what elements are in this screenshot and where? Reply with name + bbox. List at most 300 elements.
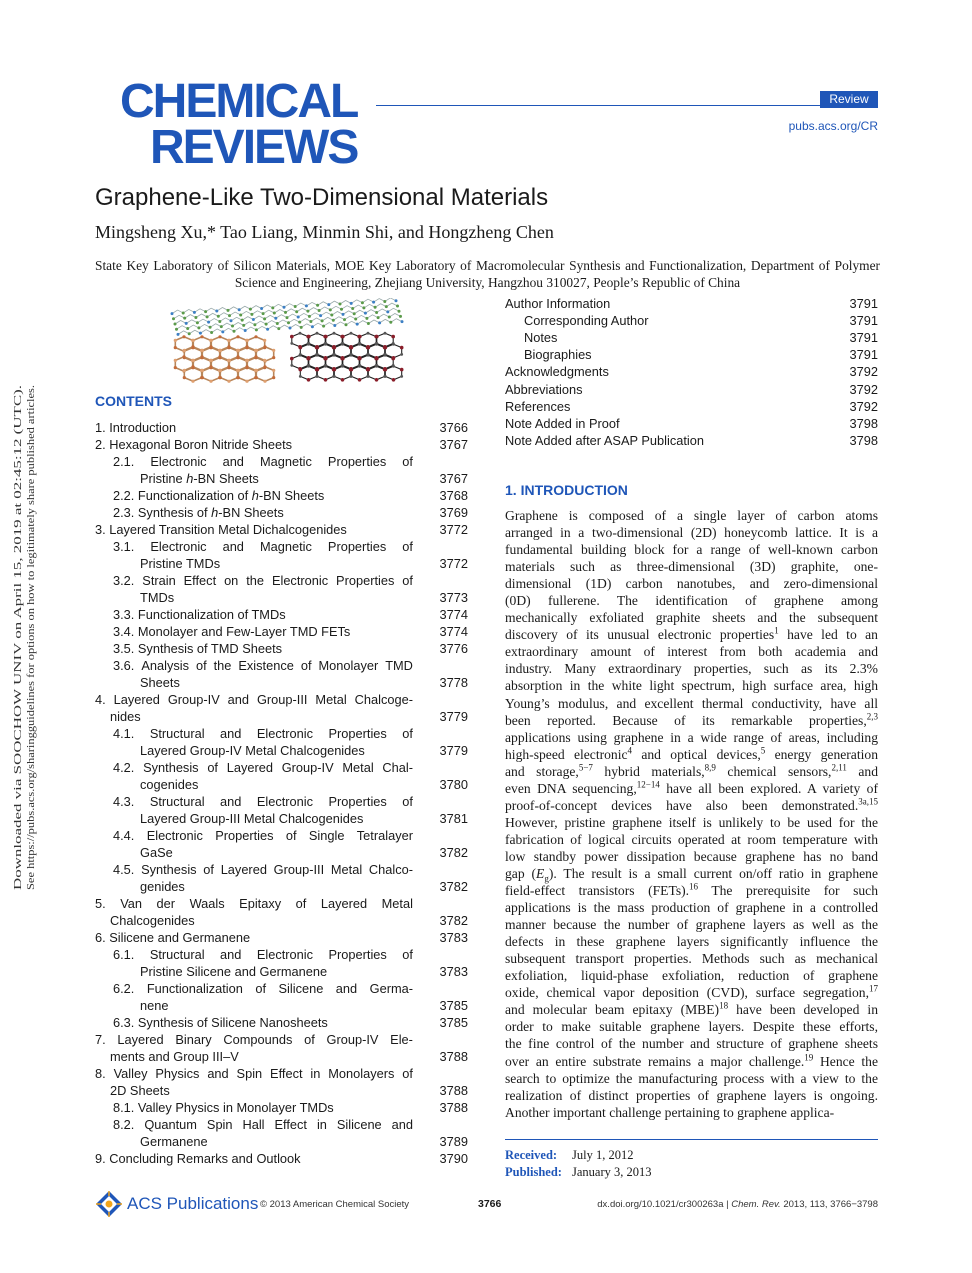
graphene-atom <box>351 307 354 310</box>
hbn-sheet-illustration <box>174 335 276 383</box>
graphene-atom <box>374 306 377 309</box>
hbn-atom <box>183 349 186 352</box>
body-line: However, pristine graphene itself is unlikely to be used for the <box>505 814 878 830</box>
toc-entry[interactable] <box>95 946 468 980</box>
toc-entry-page: 3792 <box>849 381 878 397</box>
graphene-atom <box>233 330 236 333</box>
hbn-atom <box>201 376 204 379</box>
body-line: industry. Many extraordinary properties, such as its 2.3% <box>505 661 878 677</box>
hbn-atom <box>272 349 275 352</box>
graphene-atom <box>389 321 392 324</box>
toc-entry[interactable] <box>95 504 468 521</box>
tmd-atom <box>384 375 387 378</box>
toc-entry-title: Author Information <box>505 296 611 311</box>
toc-entry-page: 3789 <box>439 1134 468 1149</box>
body-line: oxide, chemical vapor deposition (CVD), surface segregation,$^{17}$ <box>505 983 878 1001</box>
toc-entry-page: 3791 <box>849 330 878 346</box>
toc-entry[interactable] <box>505 329 878 346</box>
graphene-atom <box>289 327 292 330</box>
hbn-atom <box>228 359 231 362</box>
graphene-atom <box>375 311 378 314</box>
toc-entry[interactable] <box>95 657 468 691</box>
toc-graphic <box>170 298 425 386</box>
graphene-atom <box>177 333 180 336</box>
tmd-atom <box>333 368 337 372</box>
tmd-atom <box>391 335 395 339</box>
tmd-hexagon <box>300 366 316 380</box>
body-line: order to make suitable graphene layers. Despite these efforts, <box>505 1019 878 1035</box>
graphene-atom <box>367 322 370 325</box>
toc-entry[interactable] <box>95 691 468 725</box>
toc-entry[interactable] <box>95 453 468 487</box>
hbn-atom <box>272 376 275 379</box>
tmd-atom <box>290 342 293 345</box>
toc-entry-title-line1: 4.4. Electronic Properties of Single Tetralayer <box>113 828 413 843</box>
page-number: 3766 <box>478 1198 502 1210</box>
graphene-atom <box>238 308 241 311</box>
author-list: Mingsheng Xu,* Tao Liang, Minmin Shi, and Hongzheng Chen <box>95 222 554 242</box>
toc-entry[interactable] <box>95 572 468 606</box>
hbn-atom <box>209 380 212 383</box>
toc-entry-title: Pristine h-BN Sheets <box>140 471 259 486</box>
graphene-atom <box>309 320 312 323</box>
toc-entry-page: 3780 <box>439 777 468 792</box>
body-line: Another important challenge pertaining to graphene applica- <box>505 1104 835 1120</box>
toc-entry-title: Chalcogenides <box>110 913 195 928</box>
graphene-atom <box>399 315 402 318</box>
toc-entry-title-line1: 3.1. Electronic and Magnetic Properties of <box>113 539 413 554</box>
hbn-atom <box>218 355 221 358</box>
toc-entry-title: 3.5. Synthesis of TMD Sheets <box>113 641 283 656</box>
graphene-atom <box>362 306 365 309</box>
hbn-atom <box>182 355 185 358</box>
toc-entry[interactable] <box>95 1116 468 1150</box>
graphene-atom <box>333 324 336 327</box>
toc-entry-page: 3774 <box>439 624 468 639</box>
toc-entry[interactable] <box>505 432 878 449</box>
toc-entry-page: 3792 <box>849 398 878 414</box>
graphene-atom <box>327 303 330 306</box>
toc-entry[interactable] <box>95 623 468 640</box>
toc-entry[interactable] <box>95 725 468 759</box>
toc-entry-page: 3772 <box>439 522 468 537</box>
toc-entry-title-line1: 5. Van der Waals Epitaxy of Layered Metal <box>95 896 413 911</box>
body-line: manner because the number of graphene layers as well as the <box>505 917 878 933</box>
toc-entry-title-line1: 2.1. Electronic and Magnetic Properties of <box>113 454 413 469</box>
toc-entry-title: 2.2. Functionalization of h-BN Sheets <box>113 488 325 503</box>
tmd-atom <box>299 375 302 378</box>
toc-entry-title-line1: 4.3. Structural and Electronic Properties of <box>113 794 413 809</box>
hbn-atom <box>263 345 266 348</box>
body-line: high-speed electronic$^4$ and optical devices,$^5$ energy generation <box>505 745 878 762</box>
tmd-atom <box>384 332 387 335</box>
graphene-atom <box>354 317 357 320</box>
graphene-atom <box>332 319 335 322</box>
hbn-atom <box>237 376 240 379</box>
toc-entry-title-line1: 7. Layered Binary Compounds of Group-IV Ele- <box>95 1032 413 1047</box>
graphene-atom <box>228 314 231 317</box>
toc-entry[interactable] <box>95 827 468 861</box>
toc-entry-title-line1: 8. Valley Physics and Spin Effect in Monolayers of <box>95 1066 413 1081</box>
graphene-atom <box>207 321 210 324</box>
tmd-atom <box>316 375 319 378</box>
hbn-atom <box>245 365 248 368</box>
graphene-atom <box>356 323 359 326</box>
hbn-atom <box>200 355 203 358</box>
tmd-atom <box>307 335 311 339</box>
tmd-atom <box>316 368 320 372</box>
affiliation: State Key Laboratory of Silicon Materials, MOE Key Laboratory of Macromolecular Synthesis and Functionalization, Department of Polymer Science and Engineering, Zhejiang University, Hangzhou 310027, People’s Republic of China <box>95 258 880 290</box>
body-line: defects in these graphene layers significantly influence the <box>505 934 878 950</box>
toc-entry-page: 3790 <box>439 1151 468 1166</box>
hbn-atom <box>191 365 194 368</box>
tmd-hexagon <box>317 366 333 380</box>
body-line: low standby power dissipation because graphene has no band <box>505 848 878 864</box>
toc-entry-title: GaSe <box>140 845 173 860</box>
graphene-atom <box>204 310 207 313</box>
toc-entry-page: 3785 <box>439 1015 468 1030</box>
toc-entry[interactable] <box>505 295 878 312</box>
graphene-atom <box>244 329 247 332</box>
tmd-atom <box>341 343 344 346</box>
graphene-atom <box>174 323 177 326</box>
tmd-atom <box>290 335 294 339</box>
graphene-atom <box>286 316 289 319</box>
hbn-atom <box>201 369 204 372</box>
graphene-atom <box>318 309 321 312</box>
tmd-atom <box>307 378 311 382</box>
toc-entry-title: Abbreviations <box>505 381 583 397</box>
toc-entry[interactable] <box>95 1099 468 1116</box>
tmd-atom <box>350 346 354 350</box>
acs-logo-icon <box>95 1190 123 1218</box>
dates-rule <box>505 1139 878 1140</box>
tmd-atom <box>299 368 303 372</box>
body-line: proof-of-concept devices have also been demonstrated.$^{3a,15}$ <box>505 796 878 813</box>
toc-entry[interactable] <box>95 1065 468 1099</box>
hbn-atom <box>219 369 222 372</box>
toc-entry-title-line1: 4.2. Synthesis of Layered Group-IV Metal Chal- <box>113 760 413 775</box>
tmd-atom <box>358 335 362 339</box>
graphene-atom <box>276 322 279 325</box>
tmd-atom <box>350 354 353 357</box>
graphene-atom <box>230 319 233 322</box>
graphene-atom <box>210 331 213 334</box>
graphene-atom <box>206 315 209 318</box>
graphene-atom <box>305 304 308 307</box>
graphene-atom <box>396 305 399 308</box>
graphene-atom <box>385 305 388 308</box>
graphene-atom <box>378 321 381 324</box>
toc-entry-title-line1: 6.1. Structural and Electronic Properties of <box>113 947 413 962</box>
toc-entry[interactable] <box>95 538 468 572</box>
graphene-atom <box>401 320 404 323</box>
toc-entry[interactable] <box>505 381 878 398</box>
body-line: and molecular beam epitaxy (MBE)$^{18}$ have been developed in <box>505 1000 878 1018</box>
hbn-atom <box>183 376 186 379</box>
tmd-sheet-illustration <box>290 332 404 382</box>
toc-entry-title: Biographies <box>524 347 592 363</box>
graphene-atom <box>188 332 191 335</box>
toc-entry-title: 2. Hexagonal Boron Nitride Sheets <box>95 437 293 452</box>
tmd-atom <box>316 346 320 350</box>
hbn-atom <box>174 346 177 349</box>
tmd-atom <box>350 368 354 372</box>
hbn-atom <box>255 369 258 372</box>
toc-entry-page: 3798 <box>849 415 878 431</box>
toc-entry-title: TMDs <box>140 590 175 605</box>
graphene-atom <box>197 326 200 329</box>
hbn-atom <box>192 359 195 362</box>
graphene-atom <box>266 328 269 331</box>
tmd-atom <box>367 332 370 335</box>
graphene-atom <box>252 318 255 321</box>
tmd-atom <box>333 346 337 350</box>
toc-entry-title: genides <box>140 879 185 894</box>
tmd-atom <box>307 343 310 346</box>
body-line: and storage,$^{5-7}$ hybrid materials,$^{8,9}$ chemical sensors,$^{2,11}$ and <box>505 762 879 779</box>
body-line: applications using graphene in a wide range of areas, including <box>505 729 878 745</box>
toc-entry[interactable] <box>95 793 468 827</box>
tmd-atom <box>299 354 302 357</box>
toc-entry[interactable] <box>505 415 878 432</box>
graphene-atom <box>330 314 333 317</box>
hbn-atom <box>263 339 266 342</box>
toc-entry[interactable] <box>95 606 468 623</box>
toc-entry[interactable] <box>95 640 468 657</box>
graphene-atom <box>340 308 343 311</box>
graphene-atom <box>194 316 197 319</box>
toc-entry-title: Pristine Silicene and Germanene <box>140 964 328 979</box>
toc-entry-title: Layered Group-IV Metal Chalcogenides <box>140 743 365 758</box>
tmd-atom <box>375 343 378 346</box>
graphene-atom <box>298 321 301 324</box>
graphene-atom <box>193 311 196 314</box>
tmd-atom <box>341 335 345 339</box>
hbn-atom <box>255 376 258 379</box>
citation-doi[interactable]: dx.doi.org/10.1021/cr300263a | <box>597 1199 732 1210</box>
graphene-atom <box>329 308 332 311</box>
toc-entry-page: 3783 <box>439 964 468 979</box>
tmd-atom <box>375 378 379 382</box>
tmd-atom <box>392 378 396 382</box>
tmd-atom <box>358 357 362 361</box>
tmd-atom <box>392 343 395 346</box>
toc-entry[interactable] <box>95 1014 468 1031</box>
tmd-atom <box>350 332 353 335</box>
toc-entry-title: nene <box>140 998 169 1013</box>
graphene-atom <box>171 312 174 315</box>
tmd-atom <box>358 365 361 368</box>
tmd-atom <box>400 353 403 356</box>
toc-entry[interactable] <box>95 759 468 793</box>
download-note-line2: See https://pubs.acs.org/sharingguidelines for options on how to legitimately share published articles. <box>26 476 37 890</box>
toc-entry-page: 3781 <box>439 811 468 826</box>
graphene-atom <box>395 299 398 302</box>
toc-entry-title: Acknowledgments <box>505 364 609 380</box>
toc-entry-page: 3776 <box>439 641 468 656</box>
toc-entry[interactable] <box>95 521 468 538</box>
header-rule <box>376 105 878 106</box>
toc-entry-page: 3791 <box>849 296 878 311</box>
graphene-atom <box>339 303 342 306</box>
hbn-atom <box>237 349 240 352</box>
toc-entry-title: 2.3. Synthesis of h-BN Sheets <box>113 505 284 520</box>
toc-entry-title: 8.1. Valley Physics in Monolayer TMDs <box>113 1100 334 1115</box>
tmd-atom <box>367 346 371 350</box>
hbn-atom <box>191 345 194 348</box>
toc-entry-title-line1: 4.1. Structural and Electronic Properties of <box>113 726 413 741</box>
toc-entry-title-line1: 8.2. Quantum Spin Hall Effect in Silicene and <box>113 1117 413 1132</box>
toc-entry-title: Layered Group-III Metal Chalcogenides <box>140 811 364 826</box>
body-line: field-effect transistors (FETs).$^{16}$ The prerequisite for such <box>505 881 879 899</box>
tmd-atom <box>299 346 303 350</box>
toc-entry-page: 3767 <box>439 437 468 452</box>
graphene-atom <box>262 312 265 315</box>
hbn-atom <box>210 359 213 362</box>
toc-entry-page: 3782 <box>439 913 468 928</box>
toc-entry-page: 3767 <box>439 471 468 486</box>
toc-entry[interactable] <box>505 363 878 380</box>
toc-entry[interactable] <box>505 398 878 415</box>
toc-entry-page: 3774 <box>439 607 468 622</box>
toc-entry-title-line1: 3.2. Strain Effect on the Electronic Properties of <box>113 573 413 588</box>
received-label: Received: <box>505 1148 558 1162</box>
hbn-atom <box>246 359 249 362</box>
graphene-atom <box>231 325 234 328</box>
toc-entry-page: 3782 <box>439 879 468 894</box>
toc-entry[interactable] <box>95 1031 468 1065</box>
body-line: Young’s modulus, and excellent thermal conductivity, have all <box>505 695 878 711</box>
hbn-atom <box>174 339 177 342</box>
toc-entry[interactable] <box>95 1150 468 1167</box>
toc-entry-page: 3791 <box>849 313 878 329</box>
body-line: fabrication of logical circuits operated at room temperature with <box>505 831 878 847</box>
body-line: over an entire substrate remains a major challenge.$^{19}$ Hence the <box>505 1051 878 1069</box>
hbn-atom <box>174 366 177 369</box>
graphene-atom <box>287 321 290 324</box>
published-date: January 3, 2013 <box>572 1165 652 1179</box>
toc-entry[interactable] <box>95 436 468 453</box>
toc-entry[interactable] <box>95 980 468 1014</box>
toc-entry[interactable] <box>95 929 468 946</box>
graphene-atom <box>316 304 319 307</box>
tmd-atom <box>290 364 293 367</box>
toc-entry-title: 3.3. Functionalization of TMDs <box>113 607 286 622</box>
graphene-atom <box>263 317 266 320</box>
body-line: search to optimize the manufacturing process with a view to the <box>505 1070 878 1086</box>
tmd-atom <box>384 354 387 357</box>
journal-site-link[interactable]: pubs.acs.org/CR <box>788 119 878 133</box>
toc-entry-title-line1: 3.6. Analysis of the Existence of Monolayer TMD <box>113 658 413 673</box>
graphene-atom <box>343 318 346 321</box>
tmd-atom <box>391 357 395 361</box>
tmd-atom <box>324 378 328 382</box>
toc-entry[interactable] <box>505 346 878 363</box>
graphene-atom <box>274 317 277 320</box>
toc-entry[interactable] <box>95 895 468 929</box>
hbn-atom <box>227 380 230 383</box>
toc-entry[interactable] <box>95 861 468 895</box>
tmd-atom <box>341 357 345 361</box>
tmd-atom <box>384 368 388 372</box>
tmd-atom <box>324 335 328 339</box>
toc-entry[interactable] <box>505 312 878 329</box>
tmd-atom <box>375 357 379 361</box>
toc-entry-title: nides <box>110 709 141 724</box>
toc-entry-page: 3782 <box>439 845 468 860</box>
hbn-atom <box>272 369 275 372</box>
graphene-atom <box>239 313 242 316</box>
toc-entry[interactable] <box>95 487 468 504</box>
graphene-atom <box>277 327 280 330</box>
graphene-atom <box>322 325 325 328</box>
citation-volume: 2013, 113, 3766−3798 <box>780 1199 878 1210</box>
acs-publications-brand[interactable]: ACS Publications <box>127 1194 259 1213</box>
tmd-atom <box>324 365 327 368</box>
toc-entry-title: Notes <box>524 330 558 346</box>
graphene-atom <box>308 315 311 318</box>
graphene-atom <box>199 332 202 335</box>
body-line: gap $(E_g)$. The result is a small current on/off ratio in graphene <box>505 865 878 884</box>
hbn-atom <box>183 369 186 372</box>
journal-logo-line1: CHEMICAL <box>120 75 358 128</box>
hbn-atom <box>245 380 248 383</box>
toc-entry-page: 3788 <box>439 1100 468 1115</box>
graphene-atom <box>218 320 221 323</box>
tmd-hexagon <box>351 366 367 380</box>
tmd-atom <box>324 343 327 346</box>
graphene-atom <box>294 305 297 308</box>
body-line: fundamental building block for a range of well-known carbon <box>505 542 878 558</box>
body-line: materials such as three-dimensional (3D) graphite, one- <box>505 559 878 575</box>
tmd-atom <box>375 335 379 339</box>
body-line: the fine control of the number and structure of graphene sheets <box>505 1036 878 1052</box>
published-row <box>505 1163 562 1181</box>
body-line: exfoliation, liquid-phase exfoliation, reduction of graphene <box>505 968 878 984</box>
tmd-atom <box>367 368 371 372</box>
citation-journal: Chem. Rev. <box>731 1199 781 1210</box>
graphene-atom <box>345 323 348 326</box>
body-line: absorption in the white light spectrum, high surface area, high <box>505 678 878 694</box>
toc-entry-page: 3778 <box>439 675 468 690</box>
toc-entry-title: 9. Concluding Remarks and Outlook <box>95 1151 301 1166</box>
toc-entry[interactable] <box>95 419 468 436</box>
toc-entry-title-line1: 6.2. Functionalization of Silicene and Germa- <box>113 981 413 996</box>
copyright-notice: © 2013 American Chemical Society <box>260 1199 410 1210</box>
citation <box>597 1199 878 1210</box>
tmd-atom <box>375 365 378 368</box>
tmd-atom <box>350 375 353 378</box>
hbn-atom <box>191 380 194 383</box>
hbn-atom <box>236 355 239 358</box>
tmd-atom <box>333 354 336 357</box>
published-label: Published: <box>505 1165 562 1179</box>
toc-entry-page: 3768 <box>439 488 468 503</box>
tmd-atom <box>341 365 344 368</box>
body-line: (0D) fullerene. The identification of graphene among <box>505 593 878 609</box>
graphene-atom <box>249 308 252 311</box>
hbn-atom <box>236 335 239 338</box>
tmd-atom <box>333 332 336 335</box>
tmd-atom <box>384 346 388 350</box>
hbn-atom <box>246 339 249 342</box>
hbn-atom <box>254 335 257 338</box>
toc-entry-page: 3779 <box>439 709 468 724</box>
hbn-atom <box>255 349 258 352</box>
toc-entry-title: Pristine TMDs <box>140 556 221 571</box>
toc-entry-page: 3766 <box>439 420 468 435</box>
